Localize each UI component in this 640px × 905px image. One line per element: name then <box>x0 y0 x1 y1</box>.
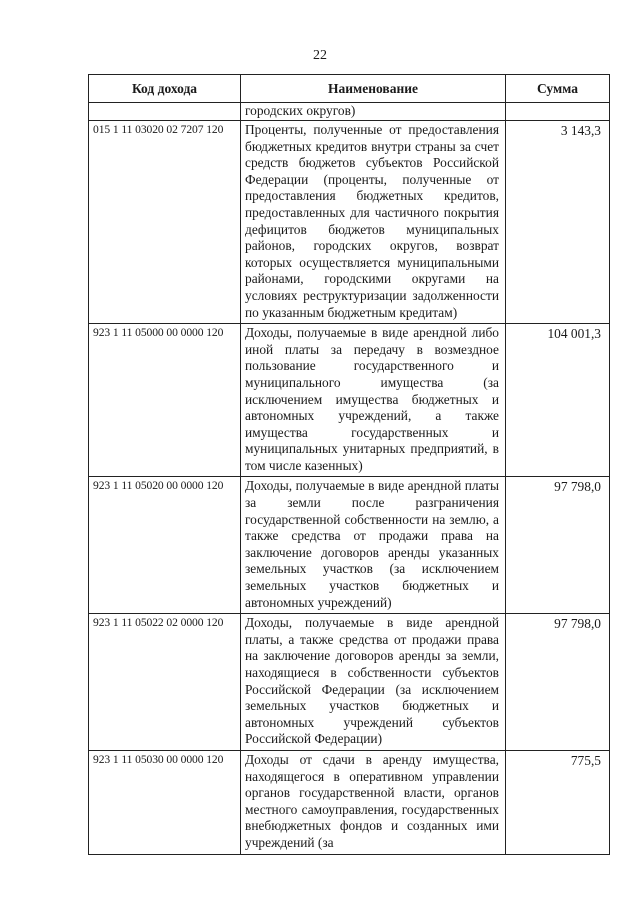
revenue-name: Доходы, получаемые в виде арендной платы, а также средства от продажи права на заключение договоров аренды за земли, находящиеся в собственности субъектов Российской Федерации (за исключением земельных участков бюджетных и автономных учреждений субъектов Российской Федерации) <box>241 614 506 751</box>
continuation-sum-cell <box>506 103 610 121</box>
table-row <box>89 121 610 324</box>
revenue-name: Доходы от сдачи в аренду имущества, находящегося в оперативном управлении органов государственной власти, органов местного самоуправления, государственных внебюджетных фондов и созданных ими учреждений (за <box>241 750 506 854</box>
revenue-name: Доходы, получаемые в виде арендной платы за земли после разграничения государственной собственности на землю, а также средства от продажи права на заключение договоров аренды указанных земельных участков (за исключением земельных участков бюджетных и автономных учреждений) <box>241 477 506 614</box>
revenue-code: 923 1 11 05000 00 0000 120 <box>89 324 241 477</box>
table-header-row <box>89 75 610 103</box>
continuation-name-cell: городских округов) <box>241 103 506 121</box>
continuation-code-cell <box>89 103 241 121</box>
page-number: 22 <box>313 48 327 63</box>
table-row <box>89 750 610 854</box>
table-row <box>89 614 610 751</box>
revenue-sum: 775,5 <box>506 750 610 854</box>
revenue-sum: 3 143,3 <box>506 121 610 324</box>
revenue-name: Доходы, получаемые в виде арендной либо иной платы за передачу в возмездное пользование государственного и муниципального имущества (за исключением имущества бюджетных и автономных учреждений, а также имущества государственных и муниципальных унитарных предприятий, в том числе казенных) <box>241 324 506 477</box>
table-row <box>89 477 610 614</box>
revenue-sum: 97 798,0 <box>506 614 610 751</box>
revenue-name: Проценты, полученные от предоставления бюджетных кредитов внутри страны за счет средств бюджетов субъектов Российской Федерации (проценты, полученные от предоставления бюджетных кредитов, предоставленных для частичного покрытия дефицитов бюджетов муниципальных районов, городских округов, возврат которых осуществляется муниципальными районами, городскими округами на условиях реструктуризации задолженности по указанным бюджетным кредитам) <box>241 121 506 324</box>
header-code: Код дохода <box>89 75 241 103</box>
revenue-table <box>88 74 610 855</box>
revenue-code: 923 1 11 05030 00 0000 120 <box>89 750 241 854</box>
continuation-row <box>89 103 610 121</box>
header-name: Наименование <box>241 75 506 103</box>
header-sum: Сумма <box>506 75 610 103</box>
revenue-sum: 104 001,3 <box>506 324 610 477</box>
revenue-code: 923 1 11 05022 02 0000 120 <box>89 614 241 751</box>
table-row <box>89 324 610 477</box>
revenue-sum: 97 798,0 <box>506 477 610 614</box>
revenue-code: 923 1 11 05020 00 0000 120 <box>89 477 241 614</box>
revenue-code: 015 1 11 03020 02 7207 120 <box>89 121 241 324</box>
